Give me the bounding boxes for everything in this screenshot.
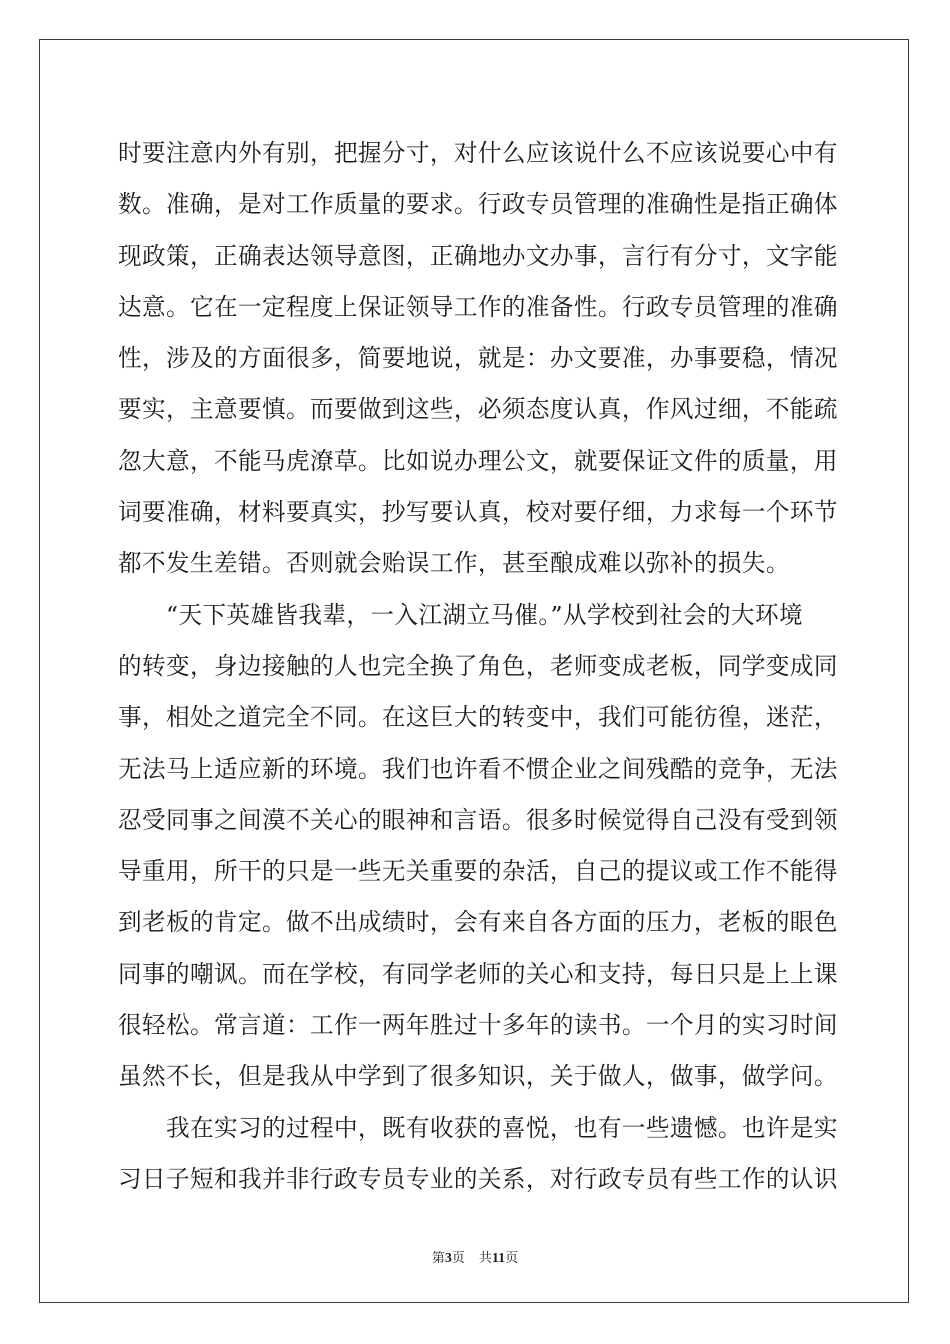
text-line: 时要注意内外有别，把握分寸，对什么应该说什么不应该说要心中有 — [118, 139, 838, 167]
page-footer — [0, 1247, 950, 1267]
text-line: 事，相处之道完全不同。在这巨大的转变中，我们可能彷徨，迷茫， — [118, 703, 838, 732]
text-line: 习日子短和我并非行政专员专业的关系，对行政专员有些工作的认识 — [118, 1164, 838, 1193]
page-suffix: 页 — [451, 1251, 465, 1266]
document-body — [118, 128, 838, 1205]
text-line: 性，涉及的方面很多，简要地说，就是：办文要准，办事要稳，情况 — [118, 344, 838, 373]
text-line: 很轻松。常言道：工作一两年胜过十多年的读书。一个月的实习时间 — [118, 1011, 838, 1040]
text-line: 虽然不长，但是我从中学到了很多知识，关于做人，做事，做学问。 — [118, 1062, 838, 1091]
text-line: 的转变，身边接触的人也完全换了角色，老师变成老板，同学变成同 — [118, 651, 838, 680]
text-line: 达意。它在一定程度上保证领导工作的准备性。行政专员管理的准确 — [118, 292, 838, 321]
text-line: 我在实习的过程中，既有收获的喜悦，也有一些遗憾。也许是实 — [118, 1113, 838, 1142]
text-line: 无法马上适应新的环境。我们也许看不惯企业之间残酷的竞争，无法 — [118, 754, 838, 783]
total-pages: 11 — [491, 1251, 506, 1266]
page-prefix: 第 — [431, 1251, 445, 1266]
total-suffix: 页 — [505, 1251, 519, 1266]
text-line: 忍受同事之间漠不关心的眼神和言语。很多时候觉得自己没有受到领 — [118, 805, 838, 834]
text-line: 到老板的肯定。做不出成绩时，会有来自各方面的压力，老板的眼色 — [118, 908, 838, 937]
total-prefix: 共 — [478, 1251, 492, 1266]
text-line: 同事的嘲讽。而在学校，有同学老师的关心和支持，每日只是上上课 — [118, 959, 838, 988]
text-line: “天下英雄皆我辈，一入江湖立马催。”从学校到社会的大环境 — [118, 600, 803, 629]
page-number: 3 — [444, 1251, 452, 1266]
text-line: 数。准确，是对工作质量的要求。行政专员管理的准确性是指正确体 — [118, 190, 838, 219]
text-line: 导重用，所干的只是一些无关重要的杂活，自己的提议或工作不能得 — [118, 857, 838, 886]
text-line: 忽大意，不能马虎潦草。比如说办理公文，就要保证文件的质量，用 — [118, 446, 838, 475]
text-line: 现政策，正确表达领导意图，正确地办文办事，言行有分寸，文字能 — [118, 241, 838, 270]
text-line: 词要准确，材料要真实，抄写要认真，校对要仔细，力求每一个环节 — [118, 498, 838, 527]
text-line: 都不发生差错。否则就会贻误工作，甚至酿成难以弥补的损失。 — [118, 549, 790, 578]
text-line: 要实，主意要慎。而要做到这些，必须态度认真，作风过细，不能疏 — [118, 395, 838, 424]
